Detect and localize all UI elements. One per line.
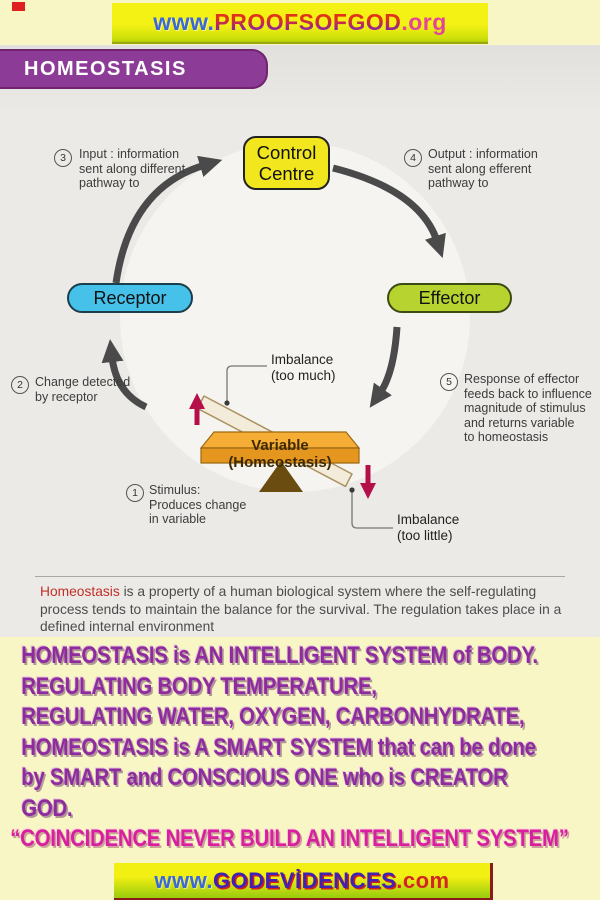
definition-paragraph xyxy=(40,583,568,636)
node-control-centre xyxy=(243,136,330,190)
step-4-number: 4 xyxy=(404,149,422,167)
bottom-url-domain: GODEVİDENCES xyxy=(213,867,397,893)
imbalance-low-line2: (too little) xyxy=(397,528,453,543)
step-5-line3: magnitude of stimulus xyxy=(464,401,586,415)
definition-term: Homeostasis xyxy=(40,584,120,599)
step-5-line5: to homeostasis xyxy=(464,430,549,444)
top-url-tld: .org xyxy=(401,9,447,35)
control-centre-line1: Control xyxy=(256,142,317,163)
step-1-number: 1 xyxy=(126,484,144,502)
step-4-line2: sent along efferent xyxy=(428,161,532,176)
top-url-www: www. xyxy=(153,9,215,35)
step-2-text xyxy=(35,375,130,404)
top-strip xyxy=(0,0,600,45)
step-2-line1: Change detected xyxy=(35,375,131,389)
message-line-2: REGULATING BODY TEMPERATURE, xyxy=(21,672,377,700)
section-divider xyxy=(35,576,565,577)
imbalance-too-little-label xyxy=(397,512,459,544)
control-centre-line2: Centre xyxy=(258,163,315,184)
step-4-text xyxy=(428,147,538,191)
node-receptor: Receptor xyxy=(67,283,193,313)
homeostasis-diagram xyxy=(0,45,600,637)
imbalance-too-much-label xyxy=(271,352,336,384)
step-5-text xyxy=(464,372,592,445)
imbalance-high-line2: (too much) xyxy=(271,368,336,383)
message-line-4: HOMEOSTASIS is A SMART SYSTEM that can be done xyxy=(21,733,536,761)
step-1-line2: Produces change xyxy=(149,497,247,512)
message-line-3: REGULATING WATER, OXYGEN, CARBONHYDRATE, xyxy=(21,703,525,730)
message-line-5: by SMART and CONSCIOUS ONE who is CREATOR xyxy=(21,764,508,791)
step-3-text xyxy=(79,147,185,191)
message-line-1: HOMEOSTASIS is AN INTELLIGENT SYSTEM of BODY. xyxy=(21,642,538,669)
bottom-banner-url[interactable] xyxy=(114,863,493,900)
top-banner-url[interactable] xyxy=(112,3,488,44)
step-1-line1: Stimulus: xyxy=(149,483,201,497)
top-url-domain: PROOFSOFGOD xyxy=(214,9,402,35)
step-5-line4: and returns variable xyxy=(464,415,575,430)
variable-bar-label: Variable (Homeostasis) xyxy=(228,437,332,471)
step-3-number: 3 xyxy=(54,149,72,167)
imbalance-low-line1: Imbalance xyxy=(397,512,460,527)
page-title xyxy=(0,49,268,89)
definition-body: is a property of a human biological system where the self-regulating process tends to maintain the balance for the survival. The regulation takes place in a defined internal environment xyxy=(40,584,562,634)
bottom-url-www: www. xyxy=(154,867,213,893)
page-title-label: HOMEOSTASIS xyxy=(24,58,187,80)
step-5-line2: feeds back to influence xyxy=(464,386,592,401)
imbalance-high-line1: Imbalance xyxy=(271,352,334,367)
node-effector: Effector xyxy=(387,283,512,313)
step-2-line2: by receptor xyxy=(35,389,98,404)
bottom-strip xyxy=(0,862,600,900)
crimson-down-arrowhead xyxy=(360,483,376,499)
red-corner-mark xyxy=(12,2,25,11)
step-3-line3: pathway to xyxy=(79,176,140,190)
step-3-line1: Input : information xyxy=(79,147,180,161)
step-4-line1: Output : information xyxy=(428,147,538,161)
step-5-number: 5 xyxy=(440,373,458,391)
step-1-line3: in variable xyxy=(149,512,206,526)
message-block xyxy=(0,637,600,866)
pointer-dot-too-much xyxy=(224,400,229,405)
message-line-6: GOD. xyxy=(21,794,73,822)
bottom-url-tld: .com xyxy=(396,867,450,893)
diagram-graphics xyxy=(0,45,600,637)
step-1-text xyxy=(149,483,246,527)
pointer-dot-too-little xyxy=(349,487,354,492)
step-2-number: 2 xyxy=(11,376,29,394)
step-3-line2: sent along different xyxy=(79,161,186,176)
step-4-line3: pathway to xyxy=(428,176,489,190)
message-line-7: “COINCIDENCE NEVER BUILD AN INTELLIGENT SYSTEM” xyxy=(10,825,569,852)
pointer-too-little xyxy=(352,492,393,528)
step-5-line1: Response of effector xyxy=(464,372,580,386)
